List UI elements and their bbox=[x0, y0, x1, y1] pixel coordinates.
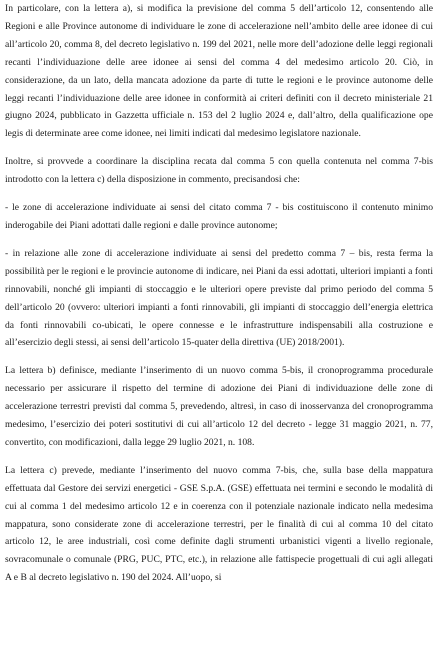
document-page bbox=[5, 0, 433, 597]
paragraph-lettera-c: La lettera c) prevede, mediante l’inserimento del nuovo comma 7-bis, che, sulla base della mappatura effettuata dal Gestore dei servizi energetici - GSE S.p.A. (GSE) effettuata nei termini e secondo le modalità di cui al comma 1 del medesimo articolo 12 e in coerenza con il potenziale nazionale indicato nella medesima mappatura, sono considerate zone di accelerazione terrestri, per le finalità di cui al comma 10 del citato articolo 12, le aree industriali, così come definite dagli strumenti urbanistici vigenti a livello regionale, sovracomunale o comunale (PRG, PUC, PTC, etc.), in relazione alle fattispecie progettuali di cui agli allegati A e B al decreto legislativo n. 190 del 2024. All’uopo, si bbox=[5, 464, 433, 584]
paragraph-coordinamento: Inoltre, si provvede a coordinare la disciplina recata dal comma 5 con quella contenuta nel comma 7-bis introdotto con la lettera c) della disposizione in commento, precisandosi che: bbox=[5, 156, 433, 186]
list-item-ulteriori-impianti: - in relazione alle zone di accelerazione individuate ai sensi del predetto comma 7 – bis, resta ferma la possibilità per le regioni e le provincie autonome di indicare, nei Piani da essi adottati, ulteriori impianti a fonti rinnovabili, nonché gli impianti di stoccaggio e le ulteriori opere previste dal primo periodo del comma 5 dell’articolo 20 (ovvero: ulteriori impianti a fonti rinnovabili, gli impianti di stoccaggio dell’energia elettrica da fonti rinnovabili co-ubicati, le opere connesse e le infrastrutture indispensabili alla costruzione e all’esercizio degli stessi, ai sensi dell’articolo 15-quater della direttiva (UE) 2018/2001). bbox=[5, 247, 433, 349]
paragraph-lettera-b: La lettera b) definisce, mediante l’inserimento di un nuovo comma 5-bis, il cronoprogramma procedurale necessario per assicurare il rispetto del termine di adozione dei Piani di individuazione delle zone di accelerazione terrestri previsti dal comma 5, prevedendo, altresì, in caso di inosservanza del cronoprogramma medesimo, l’esercizio dei poteri sostitutivi di cui all’articolo 12 del decreto - legge 31 maggio 2021, n. 77, convertito, con modificazioni, dalla legge 29 luglio 2021, n. 108. bbox=[5, 365, 433, 448]
paragraph-lettera-a: In particolare, con la lettera a), si modifica la previsione del comma 5 dell’articolo 12, consentendo alle Regioni e alle Province autonome di individuare le zone di accelerazione nell’ambito delle aree idonee di cui all’articolo 20, comma 8, del decreto legislativo n. 199 del 2021, nelle more dell’adozione delle leggi regionali recanti l’individuazione delle aree idonee ai sensi del comma 4 del medesimo articolo 20. Ciò, in considerazione, da un lato, della mancata adozione da parte di tutte le regioni e le province autonome delle leggi recanti l’individuazione delle aree idonee in conformità ai criteri definiti con il decreto ministeriale 21 giugno 2024, pubblicato in Gazzetta ufficiale n. 153 del 2 luglio 2024 e, dall’altro, della qualificazione ope legis di determinate aree come idonee, nei limiti indicati dal medesimo legislatore nazionale. bbox=[5, 3, 433, 140]
list-item-zone-minimo: - le zone di accelerazione individuate ai sensi del citato comma 7 - bis costituiscono il contenuto minimo inderogabile dei Piani adottati dalle regioni e dalle province autonome; bbox=[5, 202, 433, 231]
